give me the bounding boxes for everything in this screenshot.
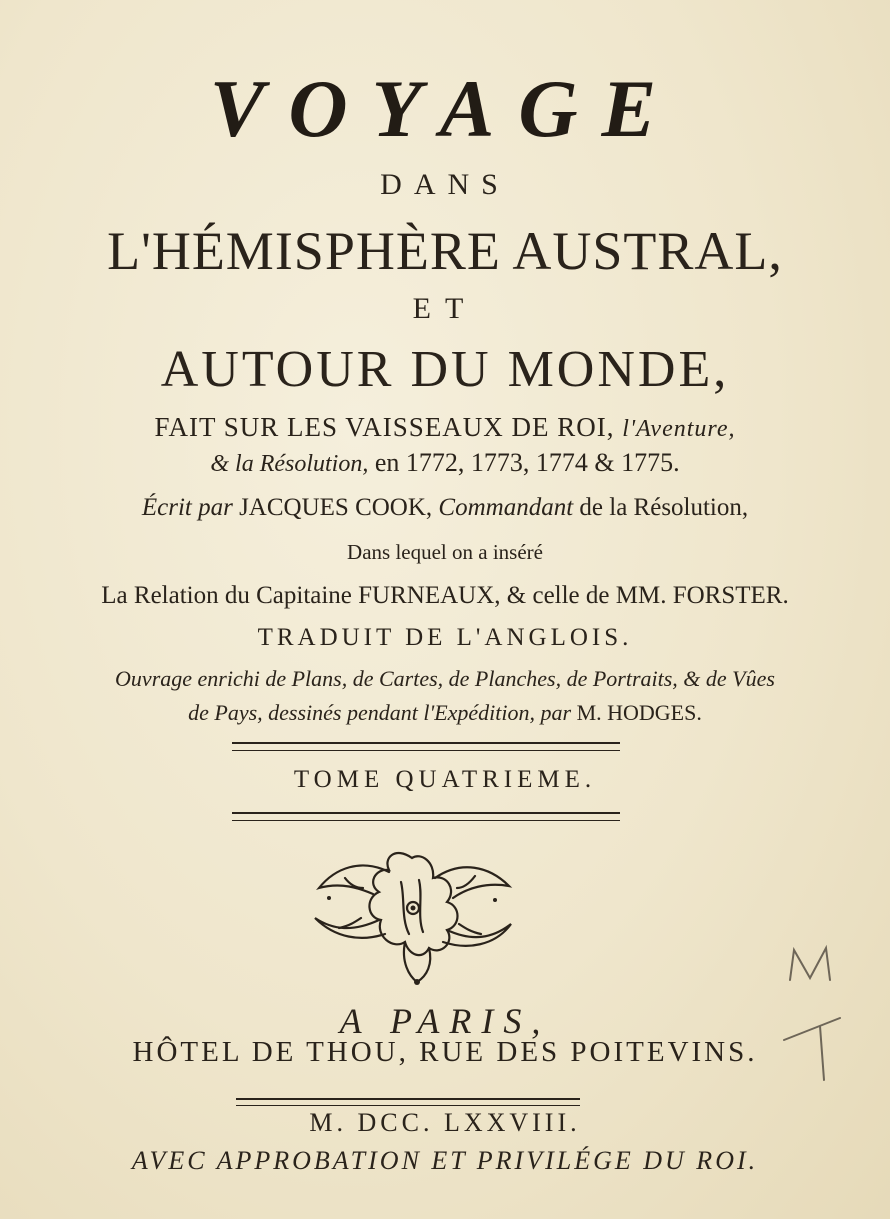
ship-aventure: l'Aventure, (622, 416, 736, 442)
ships-prefix: FAIT SUR LES VAISSEAUX DE ROI, (154, 412, 623, 442)
illustrations-text: de Pays, dessinés pendant l'Expédition, par (188, 700, 577, 725)
subtitle-hemisphere: L'HÉMISPHÈRE AUSTRAL, (107, 221, 783, 281)
subtitle-dans: DANS (380, 168, 510, 201)
author-name: JACQUES COOK, (239, 494, 439, 521)
rule-above-volume (232, 742, 620, 751)
inserted-note: Dans lequel on a inséré (347, 540, 543, 564)
handwritten-mark (780, 940, 860, 1090)
book-title: VOYAGE (209, 63, 681, 154)
rule-above-date (236, 1098, 580, 1106)
rule-below-volume (232, 812, 620, 821)
voyage-years: en 1772, 1773, 1774 & 1775. (368, 448, 680, 477)
resolution-line (0, 448, 890, 478)
imprint-date: M. DCC. LXXVIII. (309, 1108, 581, 1137)
illustrations-line-1: Ouvrage enrichi de Plans, de Cartes, de Planches, de Portraits, & de Vûes (115, 666, 775, 691)
ships-line (0, 412, 890, 443)
volume-label: TOME QUATRIEME. (293, 766, 597, 793)
author-line (0, 494, 890, 522)
subtitle-autour-du-monde: AUTOUR DU MONDE, (160, 341, 730, 398)
ship-resolution: & la Résolution, (210, 451, 369, 477)
floral-cartouche-icon (305, 838, 520, 988)
relation-line: La Relation du Capitaine FURNEAUX, & celle de MM. FORSTER. (101, 582, 789, 609)
imprint-address: HÔTEL DE THOU, RUE DES POITEVINS. (132, 1036, 758, 1068)
illustrator-name: M. HODGES. (576, 700, 702, 725)
imprint-city: A PARIS, (339, 1001, 551, 1041)
translation-note: TRADUIT DE L'ANGLOIS. (257, 624, 633, 651)
royal-privilege: AVEC APPROBATION ET PRIVILÉGE DU ROI. (131, 1146, 759, 1175)
author-rank: Commandant (438, 494, 574, 521)
author-prefix: Écrit par (141, 494, 240, 521)
author-ship: de la Résolution, (573, 494, 749, 521)
illustrations-line-2 (0, 700, 890, 726)
subtitle-et: ET (412, 292, 478, 325)
